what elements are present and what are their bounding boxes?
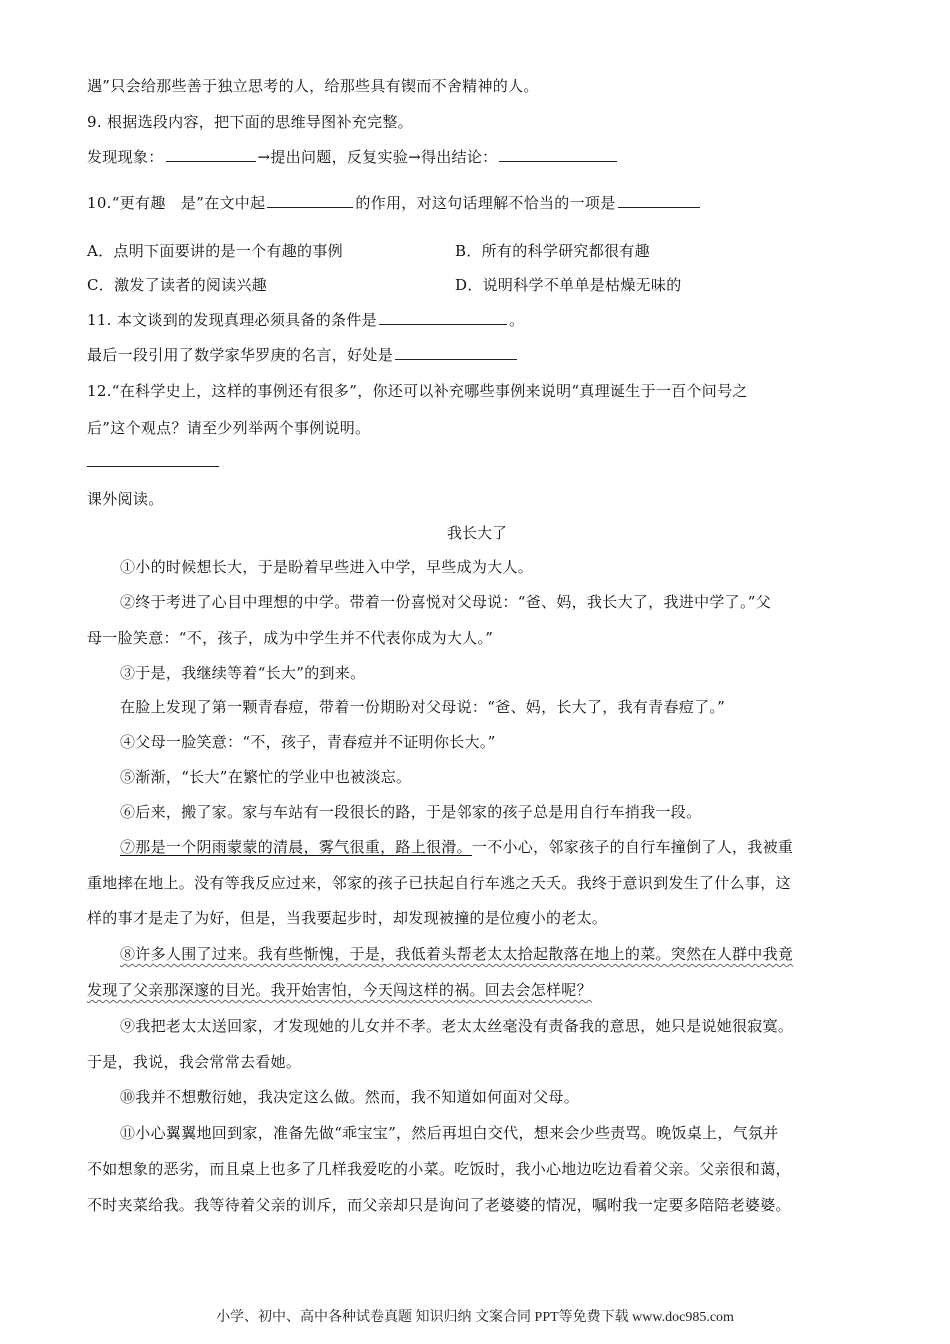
paragraph-11-cont2: 不时夹菜给我。我等待着父亲的训斥，而父亲却只是询问了老婆婆的情况，嘱咐我一定要多陪陪老婆婆。 (87, 1196, 791, 1214)
answer-blank[interactable] (395, 345, 517, 360)
paragraph-3-cont: 在脸上发现了第一颗青春痘，带着一份期盼对父母说：“爸、妈，长大了，我有青春痘了。” (120, 698, 726, 716)
option-d: D．说明科学不单单是枯燥无味的 (455, 276, 682, 294)
paragraph-9-cont: 于是，我说，我会常常去看她。 (87, 1053, 302, 1071)
option-a: A．点明下面要讲的是一个有趣的事例 (87, 242, 343, 260)
paragraph-3: ③于是，我继续等着“长大”的到来。 (120, 664, 366, 682)
paragraph-1: ①小的时候想长大，于是盼着早些进入中学，早些成为大人。 (120, 558, 534, 576)
answer-blank[interactable] (499, 147, 617, 162)
passage-title: 我长大了 (446, 524, 507, 542)
answer-blank[interactable] (618, 193, 700, 208)
paragraph-7 (120, 837, 793, 857)
question-10 (87, 193, 702, 213)
paragraph-11-cont: 不如想象的恶劣，而且桌上也多了几样我爱吃的小菜。吃饭时，我小心地边吃边看着父亲。父亲很和蔼， (87, 1160, 791, 1178)
question-12-cont: 后”这个观点？请至少列举两个事例说明。 (87, 419, 371, 437)
question-11 (87, 310, 524, 330)
option-b: B．所有的科学研究都很有趣 (455, 242, 650, 260)
paragraph-8 (120, 944, 793, 964)
options-row-2 (87, 275, 867, 295)
wavy-underlined-text: ⑧许多人围了过来。我有些惭愧，于是，我低着头帮老太太拾起散落在地上的菜。突然在人群中我竟 (120, 945, 794, 963)
question-10-text-b: 的作用，对这句话理解不恰当的一项是 (355, 194, 616, 212)
paragraph-8-cont (87, 980, 592, 1000)
paragraph-7-text: 一不小心，邻家孩子的自行车撞倒了人，我被重 (471, 838, 794, 856)
answer-blank[interactable] (267, 193, 353, 208)
paragraph-5: ⑤渐渐，“长大”在繁忙的学业中也被淡忘。 (120, 768, 412, 786)
paragraph-7-cont2: 样的事才是走了为好，但是，当我要起步时，却发现被撞的是位瘦小的老太。 (87, 909, 608, 927)
mind-map-label-a: 发现现象： (87, 148, 164, 166)
question-11-part2 (87, 345, 519, 365)
text-line: 遇”只会给那些善于独立思考的人，给那些具有锲而不舍精神的人。 (87, 77, 539, 95)
paragraph-6: ⑥后来，搬了家。家与车站有一段很长的路，于是邻家的孩子总是用自行车捎我一段。 (120, 803, 702, 821)
answer-line (87, 452, 219, 472)
mind-map-line (87, 147, 619, 167)
question-9: 9. 根据选段内容，把下面的思维导图补充完整。 (87, 113, 413, 131)
paragraph-2-cont: 母一脸笑意：“不，孩子，成为中学生并不代表你成为大人。” (87, 629, 494, 647)
option-c: C．激发了读者的阅读兴趣 (87, 276, 268, 294)
paragraph-11: ⑪小心翼翼地回到家，准备先做“乖宝宝”，然后再坦白交代，想来会少些责骂。晚饭桌上，气氛并 (120, 1124, 779, 1142)
paragraph-4: ④父母一脸笑意：“不，孩子，青春痘并不证明你长大。” (120, 733, 496, 751)
section-heading: 课外阅读。 (87, 490, 164, 508)
answer-blank[interactable] (379, 310, 507, 325)
options-row-1 (87, 241, 867, 261)
paragraph-7-cont: 重地摔在地上。没有等我反应过来，邻家的孩子已扶起自行车逃之夭夭。我终于意识到发生了什么事，这 (87, 874, 791, 892)
answer-blank[interactable] (87, 452, 219, 467)
question-12: 12.“在科学史上，这样的事例还有很多”，你还可以补充哪些事例来说明“真理诞生于一百个问号之 (87, 382, 748, 400)
question-11-end: 。 (508, 311, 525, 329)
paragraph-2: ②终于考进了心目中理想的中学。带着一份喜悦对父母说：“爸、妈，我长大了，我进中学了。”父 (120, 593, 772, 611)
question-10-text-a: 10.“更有趣 是”在文中起 (87, 194, 266, 212)
question-11-text: 11. 本文谈到的发现真理必须具备的条件是 (87, 311, 377, 329)
wavy-underlined-text: 发现了父亲那深邃的目光。我开始害怕，今天闯这样的祸。回去会怎样呢？ (87, 981, 592, 999)
answer-blank[interactable] (166, 147, 256, 162)
footer-banner[interactable]: 小学、初中、高中各种试卷真题 知识归纳 文案合同 PPT等免费下载 www.doc985.com (216, 1310, 734, 1325)
paragraph-10: ⑩我并不想敷衍她，我决定这么做。然而，我不知道如何面对父母。 (120, 1088, 580, 1106)
mind-map-label-b: →提出问题，反复实验→得出结论： (257, 148, 498, 166)
paragraph-9: ⑨我把老太太送回家，才发现她的儿女并不孝。老太太丝毫没有责备我的意思，她只是说她很寂寞。 (120, 1017, 794, 1035)
question-11-text-c: 最后一段引用了数学家华罗庚的名言，好处是 (87, 346, 394, 364)
underlined-sentence: ⑦那是一个阴雨蒙蒙的清晨，雾气很重，路上很滑。 (120, 838, 472, 856)
